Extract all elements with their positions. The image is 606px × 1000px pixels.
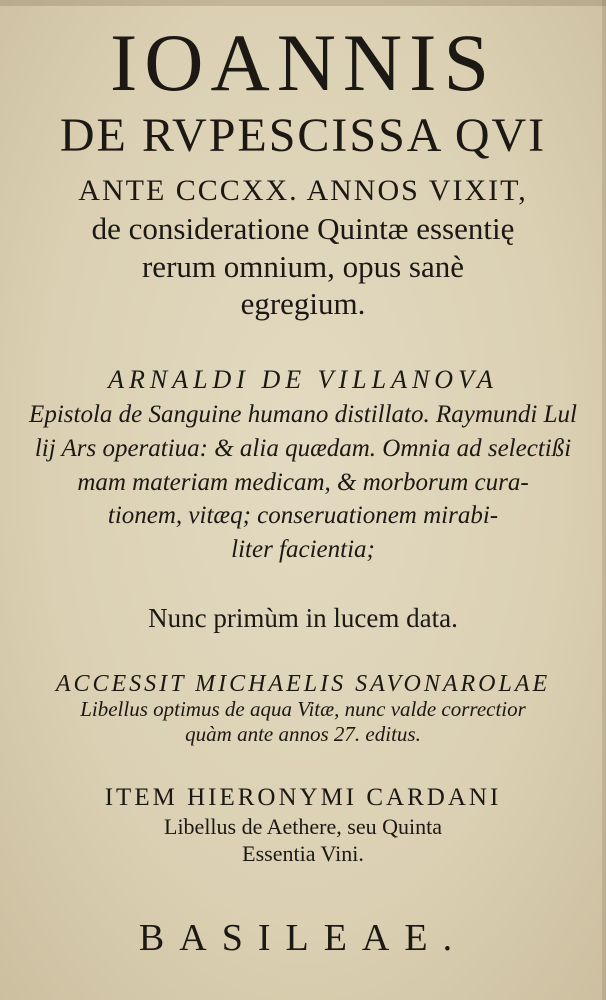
contents-line-5: liter facientia; [231,536,375,563]
contents-line-2: lij Ars operatiua: & alia quædam. Omnia ad selectißi [34,435,572,462]
work-title-line-2: rerum omnium, opus sanè [141,249,464,284]
author-name: IOANNIS [109,17,497,108]
addition-heading: ACCESSIT MICHAELIS SAVONAROLAE [55,671,551,697]
work-title-line-1: de consideratione Quintæ essentię [91,211,515,246]
work-title-line-3: egregium. [240,286,366,321]
addition-line-1: Libellus optimus de aqua Vitæ, nunc valde correctior [80,697,526,721]
author-origin: DE RVPESCISSA QVI [59,109,547,162]
author-date: ANTE CCCXX. ANNOS VIXIT, [78,174,528,207]
contents-line-3: mam materiam medicam, & morborum cura- [77,469,529,496]
first-edition-note: Nunc primùm in lucem data. [148,603,458,633]
contents-line-4: tionem, vitæq; conseruationem mirabi- [107,502,499,529]
second-addition-line-1: Libellus de Aethere, seu Quinta [164,814,442,839]
second-addition-line-2: Essentia Vini. [242,841,364,866]
page-edge-shadow-top [0,0,606,6]
contents-line-1: Epistola de Sanguine humano distillato. Raymundi Lul [29,401,577,428]
imprint-place: BASILEAE. [138,917,468,959]
second-addition-heading: ITEM HIERONYMI CARDANI [104,784,502,811]
second-author-heading: ARNALDI DE VILLANOVA [108,365,498,394]
addition-line-2: quàm ante annos 27. editus. [185,722,421,746]
